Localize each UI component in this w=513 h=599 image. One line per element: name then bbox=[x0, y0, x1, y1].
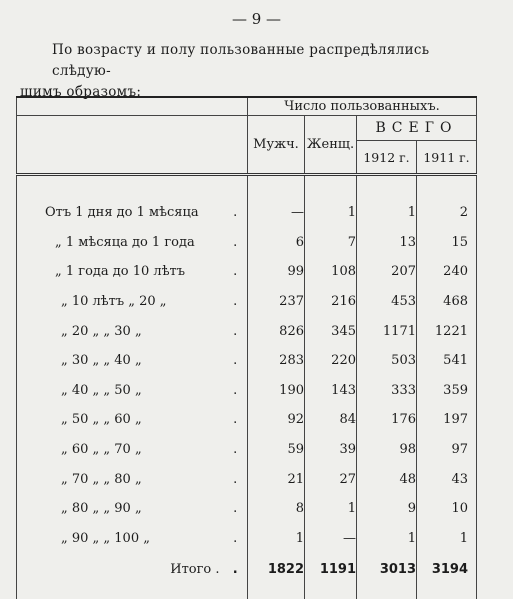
row-dot: . bbox=[233, 234, 238, 250]
cell-1911: 468 bbox=[417, 287, 477, 317]
table-row bbox=[17, 376, 477, 406]
intro-line-1: По возрасту и полу пользованные распредѣлялись слѣдую- bbox=[52, 42, 430, 79]
total-group-header: ВСЕГО bbox=[357, 116, 477, 141]
table-row bbox=[17, 494, 477, 524]
row-label: „ 10 лѣтъ „ 20 „ bbox=[17, 287, 224, 317]
row-dot: . bbox=[233, 442, 238, 458]
intro-paragraph bbox=[20, 40, 490, 103]
row-label: Итого . bbox=[17, 553, 224, 585]
cell-1911: 97 bbox=[417, 435, 477, 465]
cell-1912: 3013 bbox=[357, 553, 417, 585]
header-blank bbox=[17, 97, 248, 116]
row-dot: . bbox=[233, 530, 238, 546]
cell-male: 1822 bbox=[248, 553, 305, 585]
cell-female: 216 bbox=[305, 287, 357, 317]
row-dot: . bbox=[233, 294, 238, 310]
cell-1911: 15 bbox=[417, 228, 477, 258]
row-label: „ 1 мѣсяца до 1 года bbox=[17, 228, 224, 258]
page-number: — 9 — bbox=[231, 10, 282, 28]
cell-male: 59 bbox=[248, 435, 305, 465]
cell-1911: 197 bbox=[417, 405, 477, 435]
cell-female: 39 bbox=[305, 435, 357, 465]
col-female-header: Женщ. bbox=[305, 116, 357, 175]
table-subheader-row bbox=[17, 116, 477, 141]
cell-1912: 1 bbox=[357, 198, 417, 228]
cell-female: 1 bbox=[305, 494, 357, 524]
cell-1911: 3194 bbox=[417, 553, 477, 585]
cell-1912: 176 bbox=[357, 405, 417, 435]
row-label: „ 80 „ „ 90 „ bbox=[17, 494, 224, 524]
table-row bbox=[17, 316, 477, 346]
row-dot: . bbox=[233, 205, 238, 221]
table-header-row bbox=[17, 97, 477, 116]
cell-1911: 10 bbox=[417, 494, 477, 524]
cell-1911: 2 bbox=[417, 198, 477, 228]
cell-female: — bbox=[305, 524, 357, 554]
cell-1912: 207 bbox=[357, 257, 417, 287]
row-label: „ 40 „ „ 50 „ bbox=[17, 376, 224, 406]
cell-1911: 541 bbox=[417, 346, 477, 376]
cell-female: 1191 bbox=[305, 553, 357, 585]
row-label: „ 1 года до 10 лѣтъ bbox=[17, 257, 224, 287]
row-dot: . bbox=[233, 501, 238, 517]
row-dot: . bbox=[233, 264, 238, 280]
cell-1912: 48 bbox=[357, 464, 417, 494]
table-row bbox=[17, 346, 477, 376]
cell-1912: 1171 bbox=[357, 316, 417, 346]
cell-male: 826 bbox=[248, 316, 305, 346]
row-label: „ 70 „ „ 80 „ bbox=[17, 464, 224, 494]
row-dot: . bbox=[233, 323, 238, 339]
row-dot: . bbox=[233, 471, 238, 487]
cell-female: 7 bbox=[305, 228, 357, 258]
cell-1912: 333 bbox=[357, 376, 417, 406]
cell-1911: 1221 bbox=[417, 316, 477, 346]
cell-male: 6 bbox=[248, 228, 305, 258]
intro-line-2: щимъ образомъ: bbox=[20, 84, 142, 100]
cell-male: 1 bbox=[248, 524, 305, 554]
cell-male: 283 bbox=[248, 346, 305, 376]
cell-1912: 1 bbox=[357, 524, 417, 554]
cell-female: 143 bbox=[305, 376, 357, 406]
cell-1912: 9 bbox=[357, 494, 417, 524]
row-label: „ 60 „ „ 70 „ bbox=[17, 435, 224, 465]
cell-1912: 98 bbox=[357, 435, 417, 465]
cell-female: 220 bbox=[305, 346, 357, 376]
cell-female: 108 bbox=[305, 257, 357, 287]
table-row bbox=[17, 435, 477, 465]
header-title: Число пользованныхъ. bbox=[248, 97, 477, 116]
cell-1911: 240 bbox=[417, 257, 477, 287]
row-label: Отъ 1 дня до 1 мѣсяца bbox=[17, 198, 224, 228]
cell-1912: 453 bbox=[357, 287, 417, 317]
cell-1911: 359 bbox=[417, 376, 477, 406]
cell-male: 190 bbox=[248, 376, 305, 406]
cell-male: 237 bbox=[248, 287, 305, 317]
table-row bbox=[17, 287, 477, 317]
age-sex-table bbox=[16, 96, 477, 599]
cell-male: 99 bbox=[248, 257, 305, 287]
cell-male: 21 bbox=[248, 464, 305, 494]
cell-1912: 503 bbox=[357, 346, 417, 376]
row-label: „ 90 „ „ 100 „ bbox=[17, 524, 224, 554]
total-row: Итого . . 1822 1191 3013 3194 bbox=[17, 553, 477, 585]
cell-female: 27 bbox=[305, 464, 357, 494]
cell-male: — bbox=[248, 198, 305, 228]
table-row bbox=[17, 257, 477, 287]
row-dot: . bbox=[233, 412, 238, 428]
cell-male: 92 bbox=[248, 405, 305, 435]
cell-1911: 1 bbox=[417, 524, 477, 554]
row-label: „ 50 „ „ 60 „ bbox=[17, 405, 224, 435]
table-row bbox=[17, 228, 477, 258]
col-male-header: Мужч. bbox=[248, 116, 305, 175]
cell-1912: 13 bbox=[357, 228, 417, 258]
cell-1911: 43 bbox=[417, 464, 477, 494]
cell-female: 1 bbox=[305, 198, 357, 228]
row-label: „ 20 „ „ 30 „ bbox=[17, 316, 224, 346]
table-year-row bbox=[17, 141, 477, 175]
cell-female: 345 bbox=[305, 316, 357, 346]
table-row bbox=[17, 524, 477, 554]
cell-female: 84 bbox=[305, 405, 357, 435]
table-row bbox=[17, 198, 477, 228]
col-1911-header: 1911 г. bbox=[417, 141, 477, 175]
row-label: „ 30 „ „ 40 „ bbox=[17, 346, 224, 376]
table-row bbox=[17, 464, 477, 494]
row-dot: . bbox=[233, 382, 238, 398]
table-row bbox=[17, 405, 477, 435]
row-dot: . bbox=[233, 353, 238, 369]
col-1912-header: 1912 г. bbox=[357, 141, 417, 175]
cell-male: 8 bbox=[248, 494, 305, 524]
